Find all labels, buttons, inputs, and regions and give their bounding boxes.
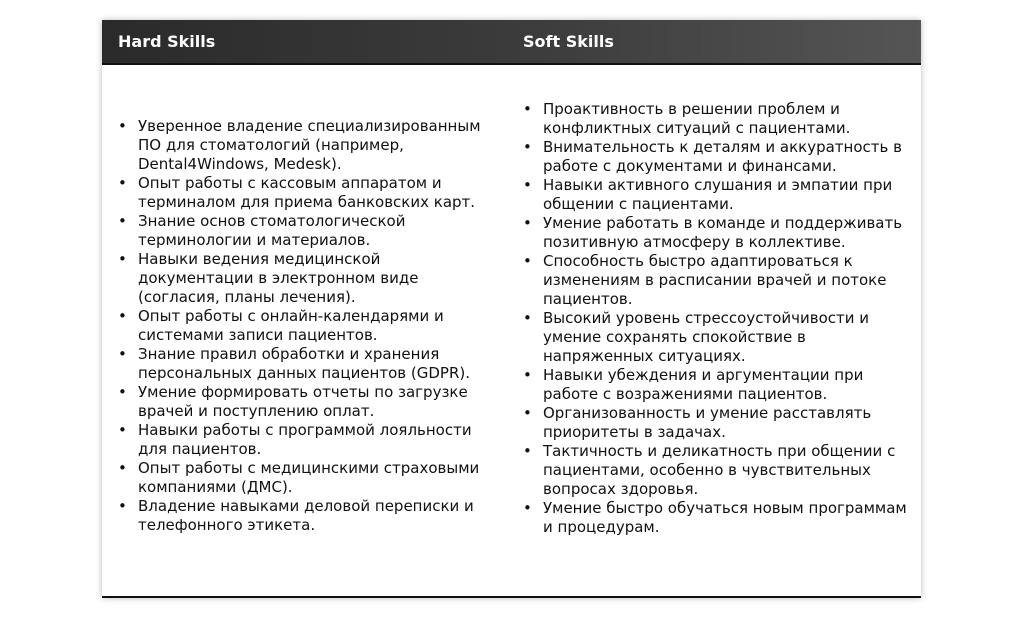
list-item: • Высокий уровень стрессоустойчивости и умение сохранять спокойствие в напряженных ситуациях.: [507, 309, 921, 366]
list-item: • Навыки ведения медицинской документации в электронном виде (согласия, планы лечения).: [102, 250, 507, 307]
table-body-row: [102, 65, 921, 595]
list-item: • Уверенное владение специализированным ПО для стоматологий (например, Dental4Windows, Medesk).: [102, 117, 507, 174]
list-item: • Навыки активного слушания и эмпатии при общении с пациентами.: [507, 176, 921, 214]
list-item: • Опыт работы с онлайн-календарями и системами записи пациентов.: [102, 307, 507, 345]
list-item: • Умение работать в команде и поддерживать позитивную атмосферу в коллективе.: [507, 214, 921, 252]
list-item: • Внимательность к деталям и аккуратность в работе с документами и финансами.: [507, 138, 921, 176]
list-item: • Навыки работы с программой лояльности для пациентов.: [102, 421, 507, 459]
list-item: • Проактивность в решении проблем и конфликтных ситуаций с пациентами.: [507, 100, 921, 138]
list-item: • Знание правил обработки и хранения персональных данных пациентов (GDPR).: [102, 345, 507, 383]
list-item: • Опыт работы с медицинскими страховыми компаниями (ДМС).: [102, 459, 507, 497]
list-item: • Умение быстро обучаться новым программам и процедурам.: [507, 499, 921, 537]
skills-table: [102, 20, 921, 598]
list-item: • Способность быстро адаптироваться к изменениям в расписании врачей и потоке пациентов.: [507, 252, 921, 309]
hard-skills-list: [102, 117, 507, 535]
table-header-row: [102, 20, 921, 65]
list-item: • Навыки убеждения и аргументации при работе с возражениями пациентов.: [507, 366, 921, 404]
soft-skills-list: [507, 100, 921, 537]
list-item: • Опыт работы с кассовым аппаратом и терминалом для приема банковских карт.: [102, 174, 507, 212]
list-item: • Тактичность и деликатность при общении с пациентами, особенно в чувствительных вопросах здоровья.: [507, 442, 921, 499]
list-item: • Организованность и умение расставлять приоритеты в задачах.: [507, 404, 921, 442]
list-item: • Умение формировать отчеты по загрузке врачей и поступлению оплат.: [102, 383, 507, 421]
hard-skills-header: Hard Skills: [118, 32, 216, 51]
hard-skills-cell: [102, 65, 507, 595]
list-item: • Знание основ стоматологической терминологии и материалов.: [102, 212, 507, 250]
list-item: • Владение навыками деловой переписки и телефонного этикета.: [102, 497, 507, 535]
soft-skills-header: Soft Skills: [523, 32, 614, 51]
soft-skills-cell: [507, 65, 921, 595]
